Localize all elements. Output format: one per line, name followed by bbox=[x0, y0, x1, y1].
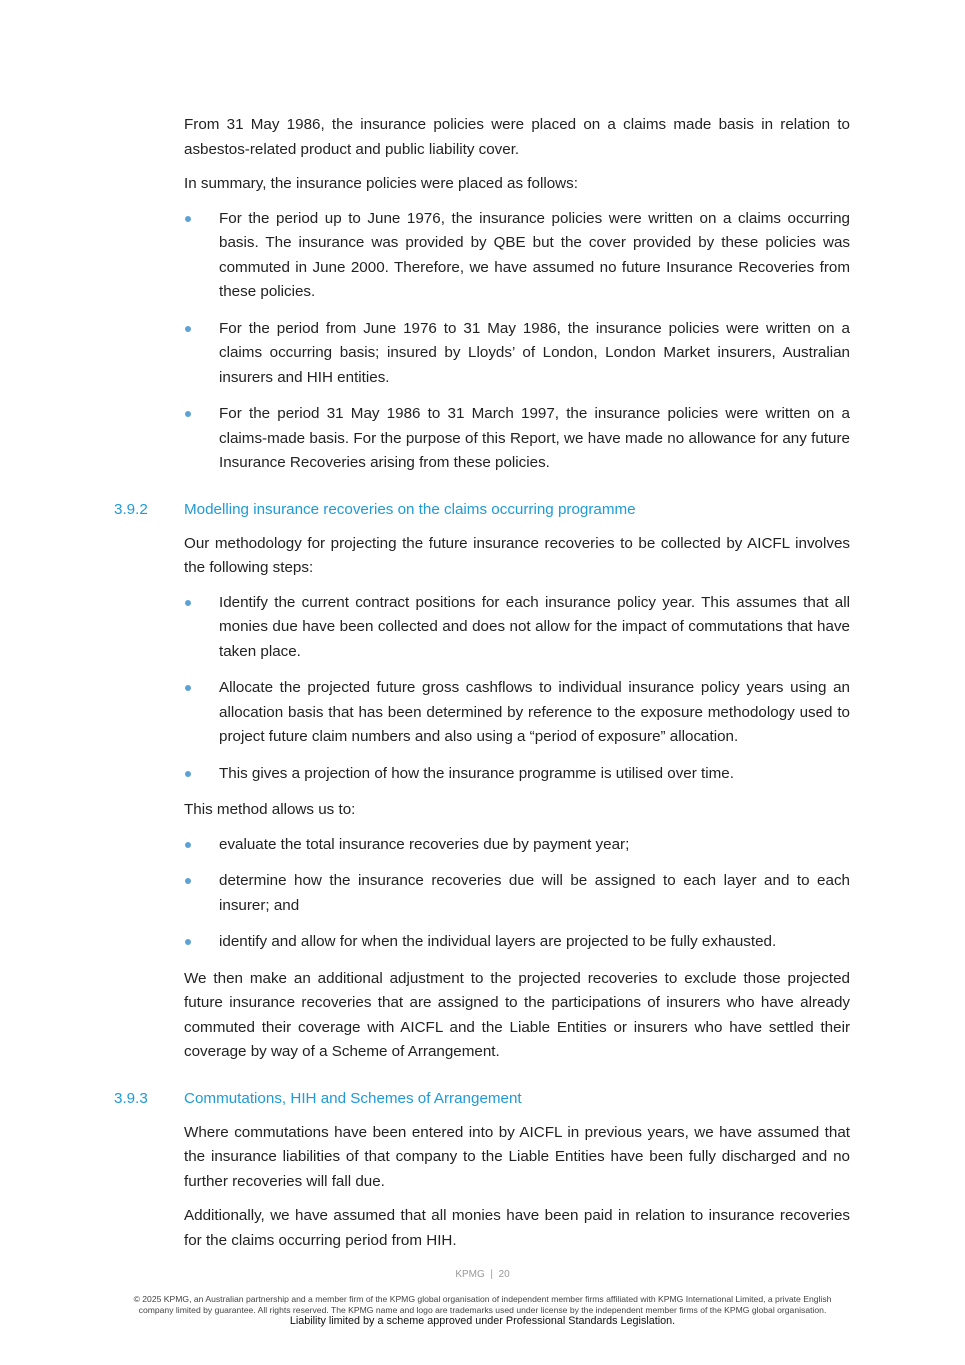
bullet-icon bbox=[185, 771, 191, 777]
bullet-icon bbox=[185, 411, 191, 417]
page-body bbox=[114, 113, 850, 1263]
adjustment-paragraph: We then make an additional adjustment to the projected recoveries to exclude those projected future insurance recoveries that are assigned to the participations of insurers who have already commuted their coverage with AICFL and the Liable Entities or insurers who have settled their coverage by way of a Scheme of Arrangement. bbox=[184, 969, 850, 1060]
list-item: For the period 31 May 1986 to 31 March 1997, the insurance policies were written on a claims-made basis. For the purpose of this Report, we have made no allowance for any future Insurance Recoveries arising from these policies. bbox=[184, 402, 850, 476]
list-item: determine how the insurance recoveries due will be assigned to each layer and to each insurer; and bbox=[184, 869, 850, 918]
section-title: Commutations, HIH and Schemes of Arrangement bbox=[184, 1089, 522, 1107]
commutations-paragraph: Where commutations have been entered into by AICFL in previous years, we have assumed that the insurance liabilities of that company to the Liable Entities have been fully discharged and no further recoveries will fall due. bbox=[184, 1123, 850, 1190]
bullet-icon bbox=[185, 878, 191, 884]
section-number: 3.9.3 bbox=[114, 1089, 148, 1107]
bullet-icon bbox=[185, 842, 191, 848]
policy-placement-list bbox=[184, 207, 850, 476]
section-number: 3.9.2 bbox=[114, 500, 148, 518]
methodology-paragraph: Our methodology for projecting the future insurance recoveries to be collected by AICFL involves the following steps: bbox=[184, 534, 850, 576]
intro-paragraph: From 31 May 1986, the insurance policies were placed on a claims made basis in relation to asbestos-related product and public liability cover. bbox=[184, 116, 850, 158]
section-title: Modelling insurance recoveries on the claims occurring programme bbox=[184, 500, 636, 518]
liability-notice: Liability limited by a scheme approved under Professional Standards Legislation. bbox=[289, 1315, 676, 1327]
page-number: KPMG | 20 bbox=[455, 1269, 510, 1280]
list-item: Identify the current contract positions for each insurance policy year. This assumes that all monies due have been collected and does not allow for the impact of commutations that have taken place. bbox=[184, 591, 850, 665]
list-item: Allocate the projected future gross cashflows to individual insurance policy years using an allocation basis that has been determined by reference to the exposure methodology used to project future claim numbers and also using a “period of exposure” allocation. bbox=[184, 676, 850, 750]
intro-summary: In summary, the insurance policies were placed as follows: bbox=[184, 175, 578, 192]
list-item: evaluate the total insurance recoveries due by payment year; bbox=[184, 833, 850, 858]
methodology-steps-list bbox=[184, 591, 850, 787]
bullet-icon bbox=[185, 216, 191, 222]
hih-paragraph: Additionally, we have assumed that all monies have been paid in relation to insurance recoveries for the claims occurring period from HIH. bbox=[184, 1207, 850, 1249]
bullet-icon bbox=[185, 685, 191, 691]
list-item: For the period from June 1976 to 31 May 1986, the insurance policies were written on a claims occurring basis; insured by Lloyds’ of London, London Market insurers, Australian insurers and HIH entities. bbox=[184, 317, 850, 391]
list-item: This gives a projection of how the insurance programme is utilised over time. bbox=[184, 762, 850, 787]
method-allows-paragraph: This method allows us to: bbox=[184, 801, 356, 818]
method-allows-list bbox=[184, 833, 850, 955]
bullet-icon bbox=[185, 326, 191, 332]
list-item: For the period up to June 1976, the insurance policies were written on a claims occurring basis. The insurance was provided by QBE but the cover provided by these policies was commuted in June 2000. Therefore, we have assumed no future Insurance Recoveries from these policies. bbox=[184, 207, 850, 305]
section-heading-3-9-2 bbox=[114, 498, 850, 522]
section-heading-3-9-3 bbox=[114, 1087, 850, 1111]
bullet-icon bbox=[185, 600, 191, 606]
list-item: identify and allow for when the individual layers are projected to be fully exhausted. bbox=[184, 930, 850, 955]
bullet-icon bbox=[185, 939, 191, 945]
copyright-notice: © 2025 KPMG, an Australian partnership and a member firm of the KPMG global organisation of independent member firms affiliated with KPMG International Limited, a private English company limited by guarantee. All rights reserved. The KPMG name and logo are trademarks used under license by the independent member firms of the KPMG global organisation. bbox=[133, 1294, 832, 1315]
